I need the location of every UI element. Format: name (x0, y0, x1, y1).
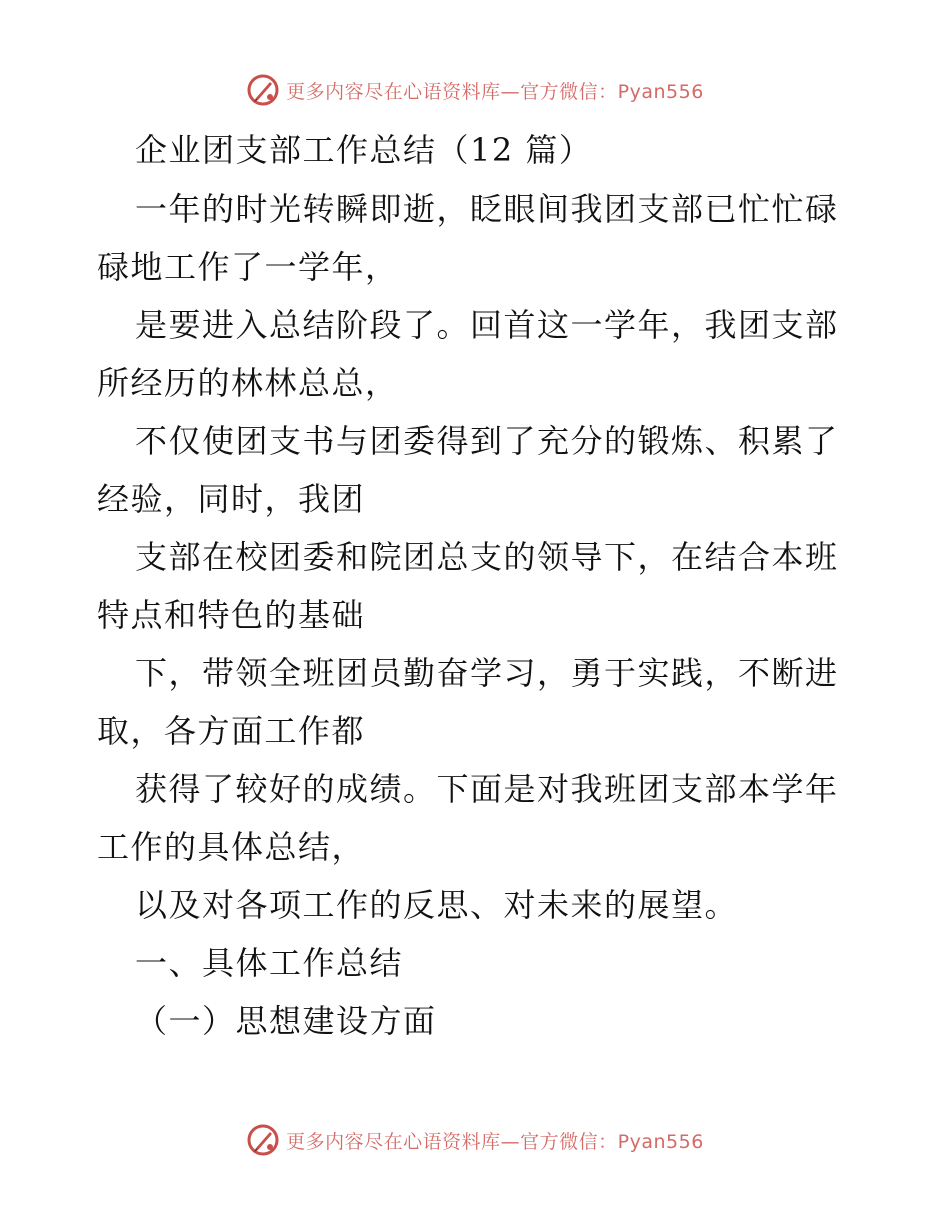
text-line: 不仅使团支书与团委得到了充分的锻炼、积累了 (135, 422, 839, 460)
banner-text (286, 1127, 704, 1154)
text-line: 经验，同时，我团 (97, 480, 366, 518)
quill-pen-icon (246, 73, 280, 107)
banner-wechat-text: 官方微信：Pyan556 (520, 80, 704, 103)
text-line: （一）思想建设方面 (135, 1002, 437, 1040)
footer-watermark-banner (0, 1120, 950, 1160)
text-line: 支部在校团委和院团总支的领导下，在结合本班 (135, 538, 839, 576)
banner-wechat-text: 官方微信：Pyan556 (520, 1130, 704, 1153)
quill-pen-icon (246, 1123, 280, 1157)
text-line: 碌地工作了一学年， (97, 248, 399, 286)
banner-text (286, 77, 704, 104)
document-paragraphs (97, 180, 857, 1050)
text-line: 工作的具体总结， (97, 828, 366, 866)
text-line: 一、具体工作总结 (135, 944, 404, 982)
text-line: 一年的时光转瞬即逝，眨眼间我团支部已忙忙碌 (135, 190, 839, 228)
header-watermark-banner (0, 70, 950, 110)
text-line: 是要进入总结阶段了。回首这一学年，我团支部 (135, 306, 839, 344)
banner-main-text: 更多内容尽在心语资料库 (286, 80, 501, 103)
banner-main-text: 更多内容尽在心语资料库 (286, 1130, 501, 1153)
text-line: 取，各方面工作都 (97, 712, 366, 750)
banner-separator: — (500, 80, 521, 103)
text-line: 获得了较好的成绩。下面是对我班团支部本学年 (135, 770, 839, 808)
document-body (97, 120, 857, 1050)
banner-separator: — (500, 1130, 521, 1153)
text-line: 以及对各项工作的反思、对未来的展望。 (135, 886, 739, 924)
text-line: 特点和特色的基础 (97, 596, 366, 634)
text-line: 所经历的林林总总， (97, 364, 399, 402)
document-title: 企业团支部工作总结（12 篇） (135, 131, 593, 169)
text-line: 下，带领全班团员勤奋学习，勇于实践，不断进 (135, 654, 839, 692)
